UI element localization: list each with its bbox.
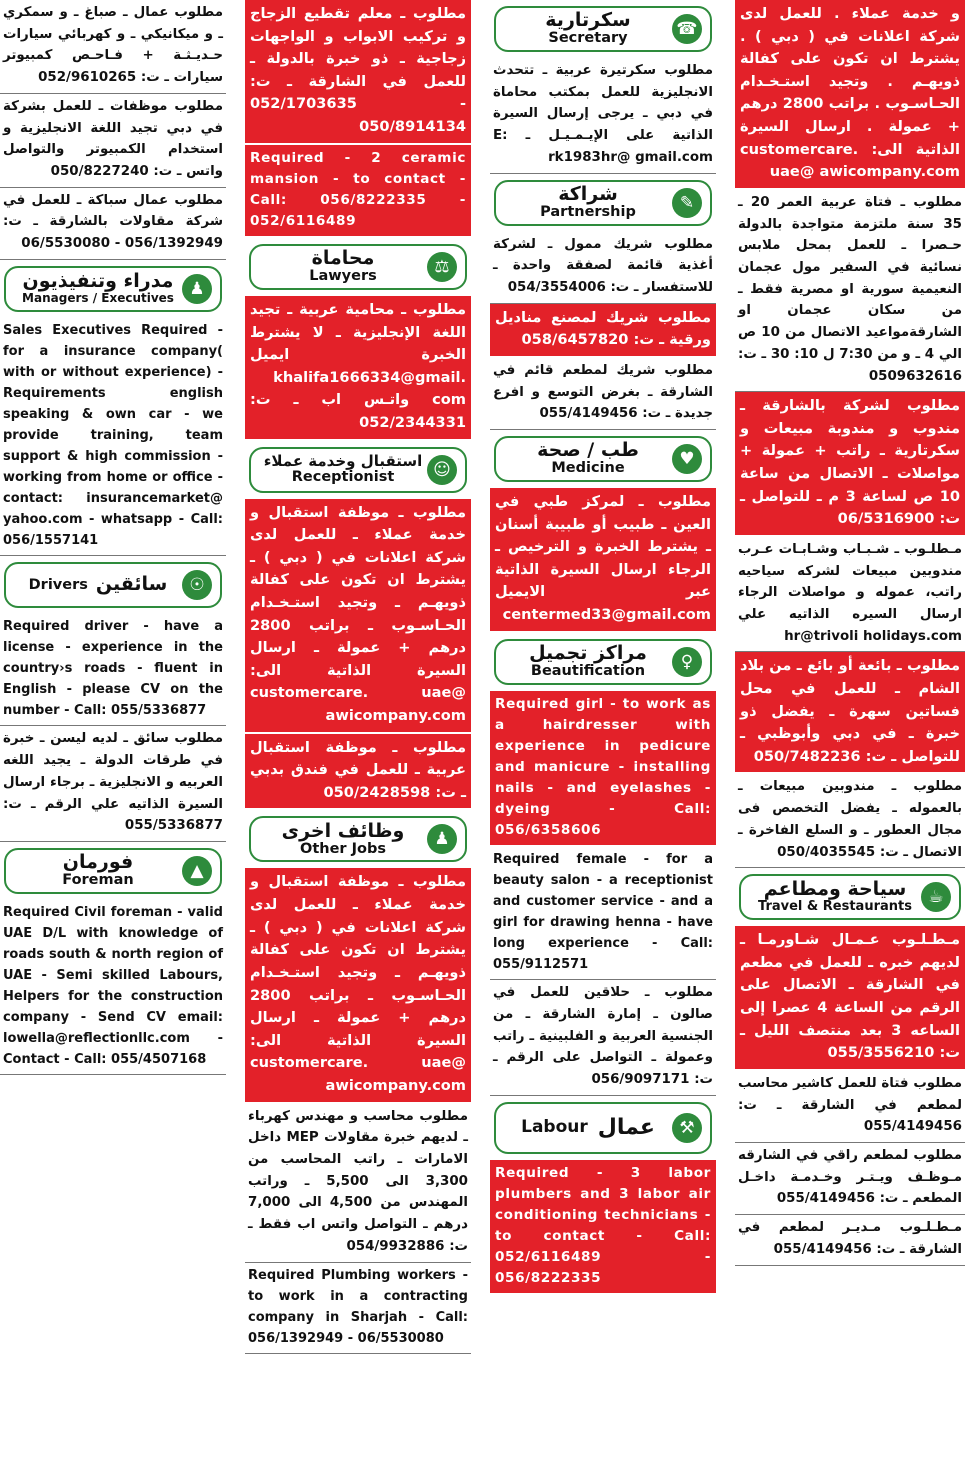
ad-text: مطلوب ـ حلاقين للعمل في صالون ـ إمارة الشارقة ـ من الجنسية العربية و الفلبينية ـ راتب وعمولة ـ التواصل على الرقم ـ ت: (493, 985, 713, 1088)
ad-contact: 054/9932886 (346, 1238, 445, 1254)
classified-ad (0, 188, 226, 260)
classified-ad (245, 1263, 471, 1354)
section-title-ar: وظائف اخرى (281, 819, 405, 842)
ad-text: Required Civil foreman - valid UAE D/L with knowledge of roads south & north region of UAE - Semi skilled Labours, Helpers for the construction company - Send CV email: lowella@reflectionllc.com - Contact - Call: (3, 905, 223, 1068)
ad-text: Required Plumbing workers - to work in a contracting company in Sharjah - Call: 056/1392949 (248, 1267, 468, 1346)
ad-contact: 052/9610265 (38, 70, 137, 86)
section-header-managers (4, 266, 222, 312)
section-title-ar: مراكز تجميل (529, 642, 647, 665)
ad-contact: 056/1557141 (3, 533, 99, 549)
section-header-beautification (494, 639, 712, 685)
ad-text: Required - 3 labor plumbers and 3 labor air conditioning technicians - to contact - Call: (495, 1164, 711, 1245)
section-header-travel (739, 874, 961, 920)
column-4 (735, 0, 965, 1471)
section-title-en: Receptionist (291, 468, 395, 485)
section-header-drivers (4, 562, 222, 608)
classified-ad (0, 726, 226, 842)
classified-ad (0, 0, 226, 94)
section-title-ar: سائقين (95, 573, 168, 596)
ad-text: مطلوب ـ موظفة استقبال و خدمة عملاء ـ للعمل لدى شركة اعلانات في ( دبي ) ـ يشترط ان تكون على كفالة ذويهـم ـ وتجيد استـخـدام الحـاسـوب ـ براتب 2800 درهم + عمولة ـ ارسال السيرة الذاتية الى: (250, 503, 466, 679)
classified-ad (735, 652, 965, 774)
heart-pulse-icon: ♥ (672, 444, 702, 474)
woman-face-icon: ♀ (672, 647, 702, 677)
classified-ad (735, 1071, 965, 1143)
classified-ad (245, 499, 471, 734)
ad-contact: 056/9097171 (591, 1072, 690, 1088)
classified-ad (245, 734, 471, 811)
ad-contact: 052/6116489 - 056/8222335 (495, 1249, 711, 1287)
ad-text: مطلوب ـ موظفة استقبال عربية ـ للعمل في فندق بدبي ـ ت: (250, 738, 466, 801)
ad-text: مطلوب ـ لمركز طبي في العين ـ طبيب أو طبيبة أسنان ـ يشترط الخبرة و الترخيص ـ الرجاء ارسال السيرة الذاتية عبر الايميل (495, 492, 711, 601)
section-title-en: Medicine (551, 460, 625, 477)
ad-contact: customercare. uae@ awicompany.com (250, 1054, 466, 1094)
section-header-lawyers (249, 244, 467, 290)
classified-ad (490, 691, 716, 847)
ad-text: مطلوب محاسب و مهندس كهرباء ـ لديهم خبرة مقاولات MEP داخل الامارات ـ راتب المحاسب من 3,300 الى 5,500 ـ وراتب المهندس من 4,500 الى 7,000 درهم ـ التواصل واتس اب فقط ـ ت: (248, 1108, 468, 1254)
section-title-en: Lawyers (309, 268, 377, 285)
section-title-ar: سياحة ومطاعم (763, 878, 907, 901)
ad-contact: 055/4149456 (776, 1191, 875, 1207)
scales-icon: ⚖ (427, 252, 457, 282)
ad-contact: 055/5336877 (124, 818, 223, 834)
classified-ad (735, 774, 965, 868)
ad-contact: 055/4149456 (863, 1119, 962, 1135)
ad-contact: 056/8222335 - 052/6116489 (250, 191, 466, 229)
helmet-icon: ▲ (182, 856, 212, 886)
ad-contact: 052/1703635 - 050/8914134 (250, 95, 466, 136)
ad-text: مطلوب موظفات ـ للعمل بشركة في دبي تجيد اللغة الانجليزية و استخدام الكمبيوتر والتواصل واتس ـ ت: (3, 98, 223, 179)
ad-contact: 050/7482236 (753, 747, 861, 765)
classified-ad (735, 190, 965, 392)
classified-ad (490, 232, 716, 304)
classified-ad (735, 926, 965, 1071)
ad-contact: customercare. uae@ awicompany.com (250, 684, 466, 725)
ad-text: مطلوب شريك لمطعم قائم في الشارقة ـ بغرض التوسع و افرع جديدة ـ ت: (493, 362, 713, 422)
ad-contact: gmail.com (635, 149, 713, 165)
ad-text: Sales Executives Required - for a insurance company( with or without experience) - Requirements english speaking & own car - we provide training, team support & high commission - working from home or office - contact: insurancemarket@ yahoo.com - whatsapp - Call: (3, 322, 223, 528)
section-title-en: Foreman (62, 872, 134, 889)
ad-text: مطلوب ـ فتاة عربية العمر 20 ـ 35 سنة ملتزمة متواجدة بالدولة حـصرا ـ للعمل بمحل ملابس نسائية في السفير مول عجمان النعيمية سورية او مصرية فقط ـ من سكان عجمان او الشارقةمواعيد الاتصال من 10 ص الي 4 ـ و من 7:30 ل 10: 30 ـ ت: 0509632616 (738, 194, 963, 384)
woman-headset-icon: ☎ (672, 14, 702, 44)
classified-ad (490, 488, 716, 633)
ad-text: مطلوب فتاة للعمل كاشير محاسب لمطعم في الشارقة ـ ت: (738, 1075, 962, 1113)
classified-ad (245, 145, 471, 238)
classified-ad (735, 1143, 965, 1215)
team-icon: ♟ (182, 274, 212, 304)
classified-ad (245, 296, 471, 441)
ad-contact: 052/2344331 (359, 413, 466, 431)
ad-text: مطلوب ـ موظفة استقبال و خدمة عملاء ـ للعمل لدى شركة اعلانات في ( دبي ) ـ يشترط ان تكون على كفالة ذويهـم ـ وتجيد استـخـدام الحـاسـوب ـ براتب 2800 درهم + عمولة ـ ارسال السيرة الذاتية الى: (250, 873, 466, 1049)
section-title-en: Labour (521, 1116, 588, 1137)
classified-ad (245, 0, 471, 145)
ad-text: مـطلـوب ـ شـبـاب وشـابـات عـرب مندوبين مبيعات لشركه سياحيه راتب، عموله و مواصلات الرجاء ارسال السيره الذاتيه علي hr@trivoli holidays.com (738, 541, 962, 644)
ad-text: مطلوب لشركة بالشارقة ـ مندوب و مندوبة مبيعات و سكرتارية ـ راتب + عمولة + مواصلات ـ الاتصال من ساعة 10 ص لساعة 3 م ـ للتواصل ـ ت: (740, 397, 960, 528)
ad-contact: 055/9112571 (493, 957, 589, 973)
ad-text: مطلوب ـ محامية عربية ـ تجيد اللغة الإنجليزية ـ لا يشترط الخبرة ايميل khalifa1666334@gmail. com واتـس اب ـ ت: (250, 300, 466, 409)
classified-ad (490, 58, 716, 174)
ad-contact: 055/5336877 (111, 703, 207, 719)
steering-wheel-icon: ☉ (182, 570, 212, 600)
classified-ad (490, 358, 716, 430)
handshake-icon: ✎ (672, 188, 702, 218)
ad-text: مطلوب ـ معلم تقطيع الزجاج و تركيب الابواب و الواجهات زجاجية ـ ذو خبرة بالدولة ـ للعمل في الشارقة ـ ت: (250, 5, 466, 90)
ad-text: Required driver - have a license - experience in the country›s roads - fluent in English - please CV on the number - Call: (3, 619, 223, 719)
classified-ad (0, 94, 226, 188)
classified-ad (0, 318, 226, 557)
section-title-ar: طب / صحة (537, 439, 639, 462)
ad-text: مطلوب ـ بائعة أو بائع ـ من بلاد الشام ـ للعمل في محل فساتين سهرة ـ يفضل ذو خبرة ـ في دبي وأبوظبي ـ للتواصل ـ ت: (740, 657, 960, 765)
section-header-labour (494, 1102, 712, 1154)
ad-text: مطلوب عمال ـ صباغ ـ و سمكري ـ و ميكانيكي ـ و كهربائي سيارات حـديـثـة + فـاحـص كمبيوتر سيارات ـ ت: (3, 5, 223, 86)
ad-text: مطلوب لمطعم راقي في الشارقه مـوظـف ويـتـر وخـدمـة داخـل المطعم ـ ت: (738, 1148, 962, 1207)
ad-text: Required female - for a beauty salon - a receptionist and customer service - and a girl for drawing henna - have long experience - Call: (493, 852, 713, 952)
person-icon: ♟ (427, 824, 457, 854)
ad-text: Required girl - to work as a hairdresser with experience in pedicure and manicure - installing nails - and eyelashes - dyeing - Call: (495, 695, 711, 817)
ad-contact: 050/2428598 (323, 783, 431, 801)
ad-contact: 058/6457820 (521, 331, 629, 349)
classified-ad (0, 900, 226, 1075)
section-title-ar: فورمان (62, 851, 134, 874)
classified-ad (735, 537, 965, 653)
section-title-ar: سكرتارية (545, 9, 631, 32)
section-title-ar: شراكة (558, 182, 618, 205)
coffee-cup-icon: ☕ (921, 882, 951, 912)
ad-text: Required - 2 ceramic mansion - to contact - Call: (250, 149, 466, 208)
column-2 (245, 0, 471, 1471)
column-1 (0, 0, 226, 1471)
section-title-en: Partnership (540, 203, 636, 220)
section-header-foreman (4, 848, 222, 894)
classified-ad (245, 1104, 471, 1263)
ad-text: مطلوب سكرتيرة عربية ـ تتحدث الانجليزية للعمل بمكتب محاماة في دبي ـ يرجى إرسال السيرة الذاتية على الإيـمـيـل ـ E: rk1983hr@ (493, 63, 713, 165)
section-header-receptionist (249, 447, 467, 493)
section-title-ar: عمال (597, 1115, 655, 1141)
classified-ad (735, 392, 965, 537)
worker-icon: ⚒ (672, 1113, 702, 1143)
ad-contact: 050/8227240 (50, 163, 149, 179)
section-title-en: Beautification (530, 662, 646, 679)
classified-ad (490, 1160, 716, 1295)
section-header-partnership (494, 180, 712, 226)
ad-contact: customercare. uae@ awicompany.com (740, 140, 960, 181)
ad-contact: centermed33@gmail.com (502, 606, 711, 623)
section-title-en: Managers / Executives (22, 291, 174, 306)
section-header-other-jobs (249, 816, 467, 862)
section-header-secretary (494, 6, 712, 52)
classified-ad (735, 1215, 965, 1265)
classified-ad (490, 847, 716, 980)
section-title-ar: استقبال وخدمة عملاء (263, 452, 423, 471)
ad-contact: 054/3554006 (507, 279, 606, 295)
receptionist-icon: ☺ (427, 455, 457, 485)
classified-ad (490, 304, 716, 358)
ad-text: مطلوب شريك لمصنع مناديل ورقية ـ ت: (495, 308, 711, 349)
ad-contact: 055/4149456 (773, 1241, 872, 1257)
section-title-en: Other Jobs (300, 840, 386, 857)
ad-contact: 06/5316900 (837, 510, 935, 528)
ad-contact: 050/4035545 (777, 844, 876, 860)
section-title-ar: مدراء وتنفيذيون (22, 270, 174, 293)
ad-text: مـطـلـوب مـديـر لمطعم في الشارقة ـ ت: (738, 1220, 962, 1257)
section-title-ar: محاماة (311, 247, 375, 270)
ad-contact: 055/3556210 (827, 1044, 935, 1062)
ad-contact: 055/4507168 (111, 1052, 207, 1068)
ad-contact: - 06/5530080 (347, 1330, 444, 1346)
section-title-en: Secretary (548, 30, 628, 47)
ad-text: و خدمة عملاء . للعمل لدى شركة اعلانات في ( دبي ) . يشترط ان تكون على كفالة ذويهـم . وتجيد استـخـدام الحـاسـوب . براتب 2800 درهم + عمولة . ارسال السيرة الذاتية الى: (740, 5, 960, 158)
column-3 (490, 0, 716, 1471)
section-title-en: Travel & Restaurants (758, 899, 912, 915)
ad-text: مطلوب عمال سباكة ـ للعمل في شركة مقاولات بالشارقة ـ ت: (3, 192, 223, 230)
ad-text: مطلوب شريك ممول ـ لشركة أغذية قائمة لصفقة واحدة ـ للاستفسار ـ ت: (493, 236, 713, 295)
ad-text: مطلوب ـ مندوبين مبيعات ـ بالعموله ـ يفضل التخصص فى مجال العطور ـ و السلع الفاخرة ـ الاتصال ـ ت: (738, 779, 962, 860)
classified-ad (0, 614, 226, 726)
classified-ad (245, 868, 471, 1103)
ad-contact: 055/4149456 (539, 406, 638, 422)
section-header-medicine (494, 436, 712, 482)
section-title-en: Drivers (28, 576, 88, 593)
ad-contact: 056/6358606 (495, 821, 602, 838)
ad-text: مـطـلـوب عـمـال شـاورمـا ـ لديهم خبره ـ للعمل في مطعم في الشارقة ـ الاتصال على الرقم من الساعة 4 عصرا إلى الساعه 3 بعد منتصف الليل ـ ت: (740, 931, 960, 1062)
classified-ad (490, 980, 716, 1096)
ad-contact: 06/5530080 - 056/1392949 (21, 236, 223, 252)
ad-text: مطلوب سائق ـ لديه ليسن ـ خبرة في طرقات الدولة ـ يجيد اللغه العربيه و الانجليزية ـ برجاء ارسال السيرة الذاتيه علي الرقم ـ ت: (3, 731, 223, 812)
classified-ad (735, 0, 965, 190)
